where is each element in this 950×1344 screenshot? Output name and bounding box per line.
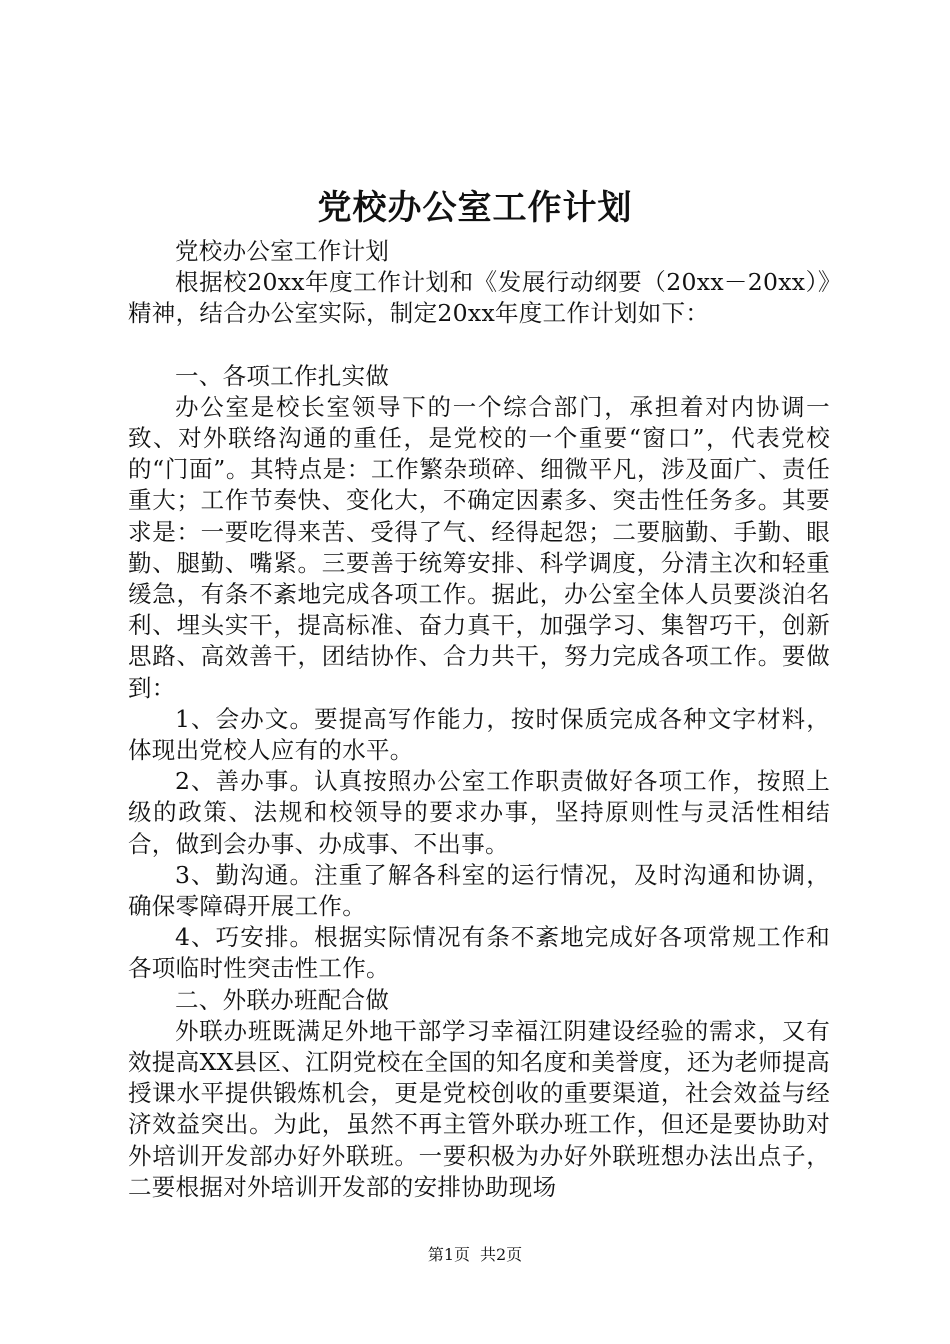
page-number: 第1页 — [427, 1245, 470, 1264]
page-total: 共2页 — [480, 1245, 523, 1264]
page-footer — [0, 1244, 950, 1266]
paragraph-intro: 根据校20xx年度工作计划和《发展行动纲要（20xx－20xx）》精神，结合办公室实际，制定20xx年度工作计划如下： — [128, 268, 830, 328]
list-item-3: 3、勤沟通。注重了解各科室的运行情况，及时沟通和协调，确保零障碍开展工作。 — [128, 860, 830, 921]
list-item-4: 4、巧安排。根据实际情况有条不紊地完成好各项常规工作和各项临时性突击性工作。 — [128, 923, 830, 983]
list-item-2: 2、善办事。认真按照办公室工作职责做好各项工作，按照上级的政策、法规和校领导的要求办事，坚持原则性与灵活性相结合，做到会办事、办成事、不出事。 — [128, 767, 830, 858]
document-body — [128, 236, 830, 1203]
section-heading-2: 二、外联办班配合做 — [175, 985, 390, 1014]
section-heading-1: 一、各项工作扎实做 — [175, 361, 390, 390]
document-title: 党校办公室工作计划 — [317, 188, 633, 228]
list-item-1: 1、会办文。要提高写作能力，按时保质完成各种文字材料，体现出党校人应有的水平。 — [128, 704, 830, 765]
paragraph-subtitle: 党校办公室工作计划 — [175, 237, 390, 265]
paragraph-office-role: 办公室是校长室领导下的一个综合部门，承担着对内协调一致、对外联络沟通的重任，是党校的一个重要“窗口”，代表党校的“门面”。其特点是：工作繁杂琐碎、细微平凡，涉及面广、责任重大；工作节奏快、变化大，不确定因素多、突击性任务多。其要求是：一要吃得来苦、受得了气、经得起怨；二要脑勤、手勤、眼勤、腿勤、嘴紧。三要善于统筹安排、科学调度，分清主次和轻重缓急，有条不紊地完成各项工作。据此，办公室全体人员要淡泊名利、埋头实干，提高标准、奋力真干，加强学习、集智巧干，创新思路、高效善干，团结协作、合力共干，努力完成各项工作。要做到： — [128, 392, 830, 702]
paragraph-external-classes: 外联办班既满足外地干部学习幸福江阴建设经验的需求，又有效提高XX县区、江阴党校在全国的知名度和美誉度，还为老师提高授课水平提供锻炼机会，更是党校创收的重要渠道，社会效益与经济效益突出。为此，虽然不再主管外联办班工作，但还是要协助对外培训开发部办好外联班。一要积极为办好外联班想办法出点子，二要根据对外培训开发部的安排协助现场 — [128, 1016, 830, 1201]
